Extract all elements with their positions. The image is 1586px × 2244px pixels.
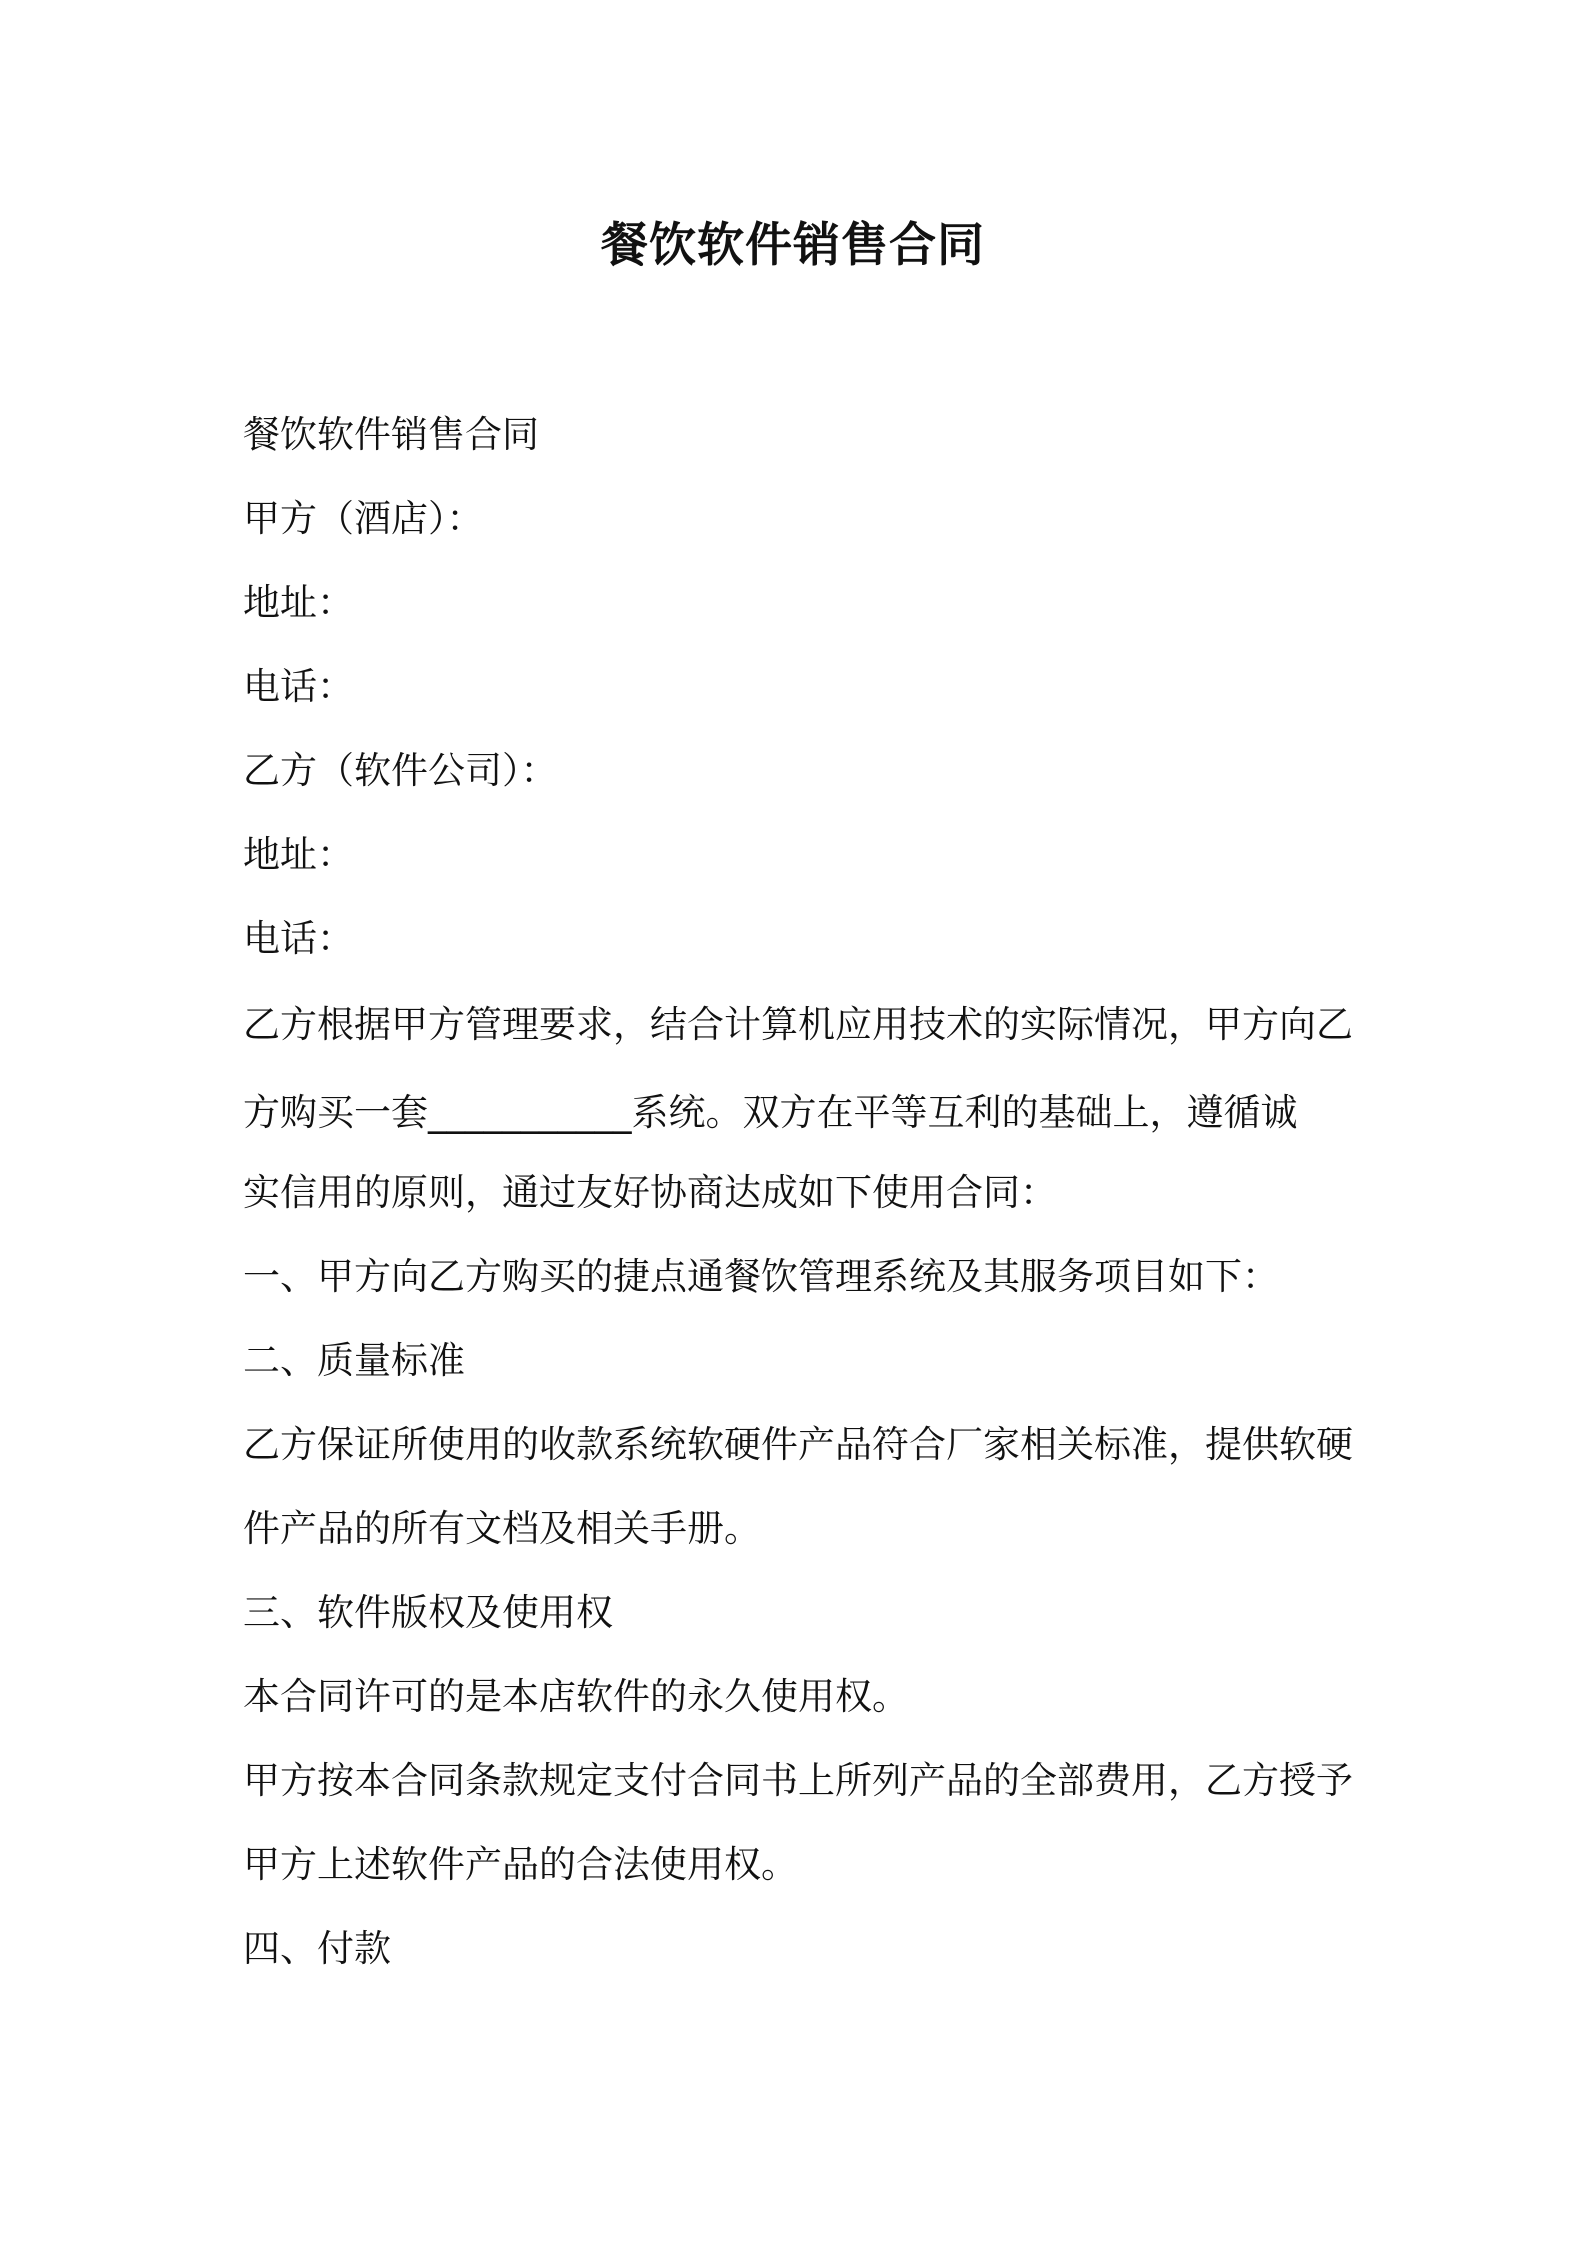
preamble-line-1: 乙方根据甲方管理要求，结合计算机应用技术的实际情况，甲方向乙 — [243, 1003, 1353, 1046]
section-3-text-1: 本合同许可的是本店软件的永久使用权。 — [243, 1675, 909, 1718]
party-b-address: 地址： — [243, 833, 354, 876]
party-a-phone: 电话： — [243, 665, 354, 708]
section-3-text-2-line-1: 甲方按本合同条款规定支付合同书上所列产品的全部费用，乙方授予 — [243, 1759, 1353, 1802]
section-2-text-line-1: 乙方保证所使用的收款系统软硬件产品符合厂家相关标准，提供软硬 — [243, 1423, 1353, 1466]
party-a-address: 地址： — [243, 581, 354, 624]
party-a-label: 甲方（酒店）： — [243, 497, 484, 540]
section-4-heading: 四、付款 — [243, 1927, 391, 1970]
section-3-heading: 三、软件版权及使用权 — [243, 1591, 613, 1634]
section-3-text-2-line-2: 甲方上述软件产品的合法使用权。 — [243, 1843, 798, 1886]
preamble-line-3: 实信用的原则，通过友好协商达成如下使用合同： — [243, 1171, 1057, 1214]
document-title: 餐饮软件销售合同 — [601, 218, 985, 273]
section-1-heading: 一、甲方向乙方购买的捷点通餐饮管理系统及其服务项目如下： — [243, 1255, 1279, 1298]
preamble-line-2: 方购买一套___________系统。双方在平等互利的基础上，遵循诚 — [243, 1091, 1298, 1134]
party-b-phone: 电话： — [243, 917, 354, 960]
party-b-label: 乙方（软件公司）： — [243, 749, 558, 792]
heading-contract-name: 餐饮软件销售合同 — [243, 413, 539, 456]
section-2-text-line-2: 件产品的所有文档及相关手册。 — [243, 1507, 761, 1550]
section-2-heading: 二、质量标准 — [243, 1339, 465, 1382]
